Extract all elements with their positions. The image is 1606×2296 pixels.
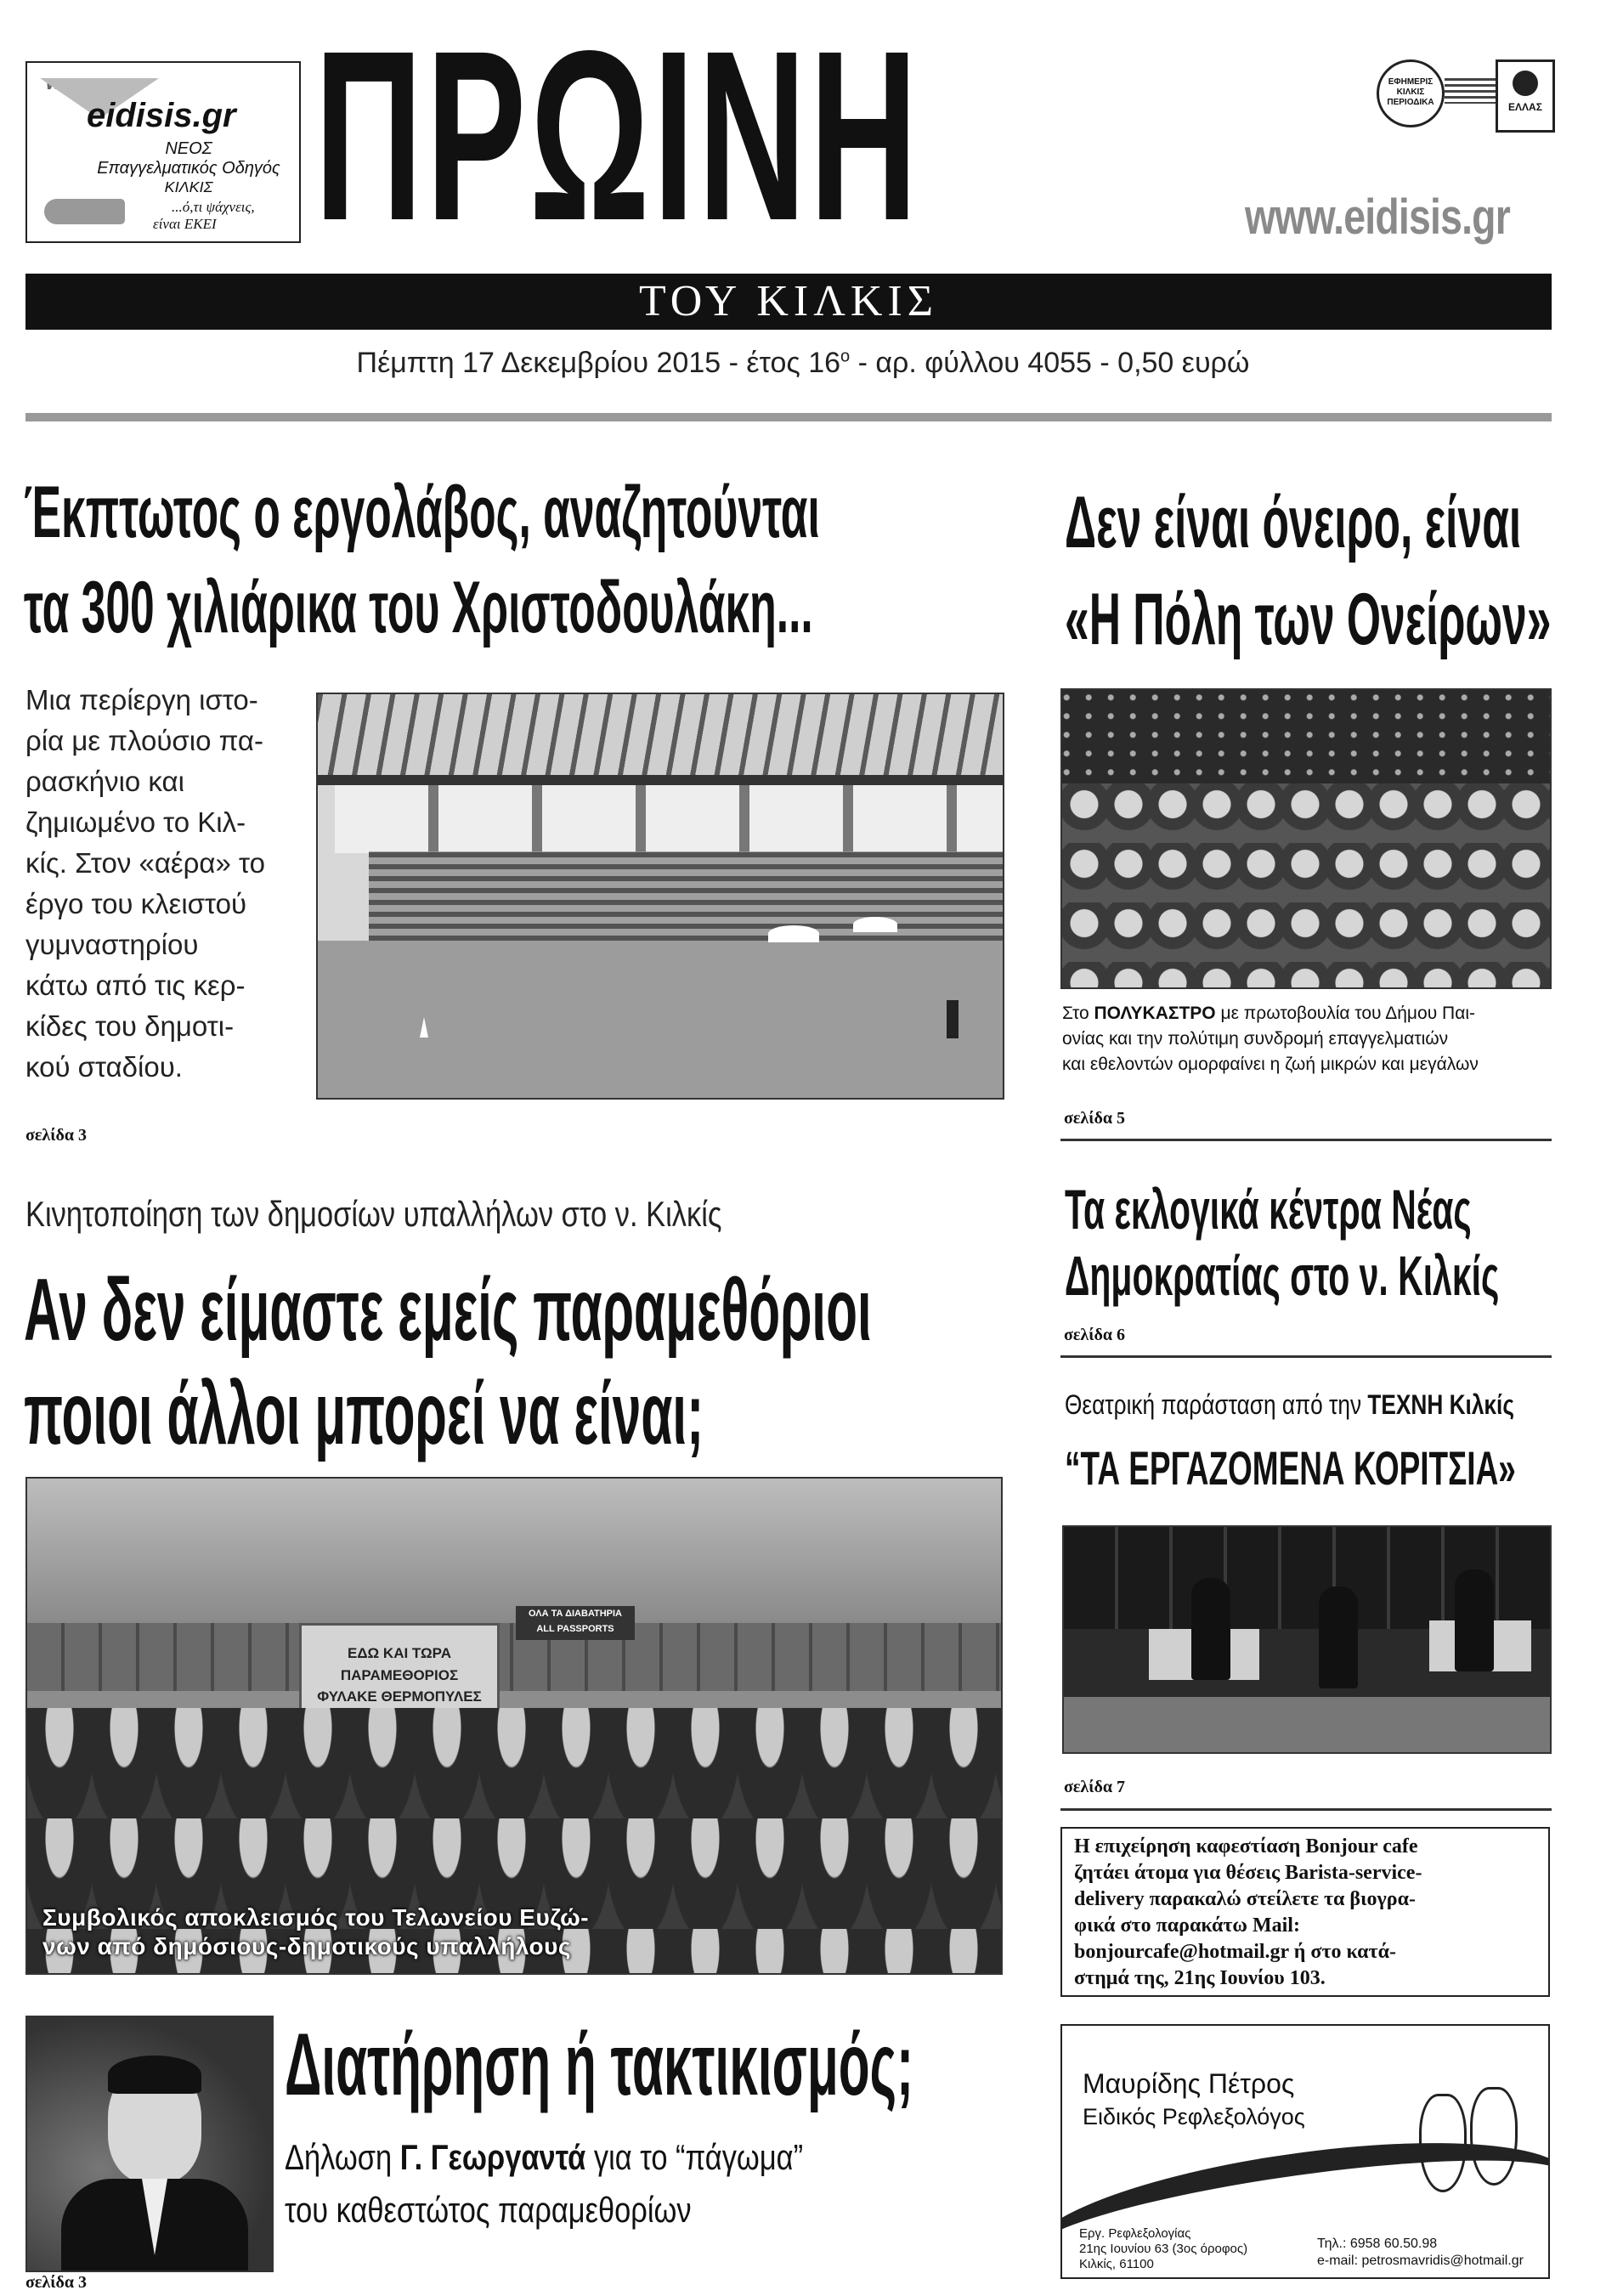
seal-text: ΕΦΗΜΕΡΙΣ ΚΙΛΚΙΣ ΠΕΡΙΟΔΙΚΑ xyxy=(1387,77,1434,107)
caption-place: ΠΟΛΥΚΑΣΤΡΟ xyxy=(1094,1004,1216,1023)
reflex-name: Μαυρίδης Πέτρος xyxy=(1083,2068,1295,2099)
ad-line2: Επαγγελματικός Οδηγός xyxy=(97,159,280,178)
masthead-divider xyxy=(25,413,1552,421)
dateline-suffix: - αρ. φύλλου 4055 - 0,50 ευρώ xyxy=(850,347,1250,379)
body-line: ρασκήνιο και xyxy=(25,766,184,797)
sign-passports-en: ALL PASSPORTS xyxy=(536,1624,614,1634)
reflex-addr2: 21ης Ιουνίου 63 (3ος όροφος) xyxy=(1079,2242,1248,2256)
headline-contractor-line2[interactable]: τα 300 χιλιάρικα του Χριστοδουλάκη... xyxy=(24,567,813,648)
headline-theatre[interactable]: “ΤΑ ΕΡΓΑΖΟΜΕΝΑ ΚΟΡΙΤΣΙΑ» xyxy=(1065,1441,1516,1495)
reflex-addr3: Κιλκίς, 61100 xyxy=(1079,2257,1154,2271)
reflex-email[interactable]: e-mail: petrosmavridis@hotmail.gr xyxy=(1317,2254,1524,2268)
headline-mobilization-line2[interactable]: ποιοι άλλοι μπορεί να είναι; xyxy=(24,1365,704,1463)
border-dek: Δήλωση Γ. Γεωργαντά για το “πάγωμα” του καθεστώτος παραμεθορίων xyxy=(285,2137,804,2230)
postal-stamp-icon xyxy=(1496,59,1555,133)
dek-person: Γ. Γεωργαντά xyxy=(399,2137,586,2177)
reflex-phone: Τηλ.: 6958 60.50.98 xyxy=(1317,2237,1438,2251)
body-line: κίς. Στον «αέρα» το xyxy=(25,847,265,879)
body-line: κάτω από τις κερ- xyxy=(25,970,246,1001)
theatre-group: ΤΕΧΝΗ Κιλκίς xyxy=(1367,1389,1514,1420)
body-line: ζημιωμένο το Κιλ- xyxy=(25,806,246,838)
ad-line1: ΝΕΟΣ xyxy=(165,139,212,158)
ad-tagline1: ...ό,τι ψάχνεις, xyxy=(172,199,255,215)
body-line: κού σταδίου. xyxy=(25,1051,183,1083)
cafe-email[interactable]: bonjourcafe@hotmail.gr ή στο κατά- xyxy=(1074,1941,1396,1963)
reflexology-ad xyxy=(1060,2024,1550,2279)
cafe-job-ad: Η επιχείρηση καφεστίαση Bonjour cafe ζητάει άτομα για θέσεις Barista-service- delivery παρακαλώ στείλετε τα βιογρα- φικά στο παρακάτω Mail: bonjourcafe@hotmail.gr ή στο κατά- στημά της, 21ης Ιουνίου 103. xyxy=(1060,1827,1550,1997)
reflex-addr1: Εργ. Ρεφλεξολογίας xyxy=(1079,2226,1191,2241)
protest-photo xyxy=(25,1477,1003,1975)
body-line: κίδες του δημοτι- xyxy=(25,1010,235,1042)
stamp-text: ΕΛΛΑΣ xyxy=(1508,101,1542,113)
dateline-prefix: Πέμπτη 17 Δεκεμβρίου 2015 - έτος 16 xyxy=(356,347,841,379)
page-ref-border[interactable]: σελίδα 3 xyxy=(25,2273,87,2292)
page-ref-theatre[interactable]: σελίδα 7 xyxy=(1064,1778,1125,1796)
newspaper-title: ΠΡΩΙΝΗ xyxy=(314,1,921,271)
website-url[interactable]: www.eidisis.gr xyxy=(1245,189,1510,245)
hand-pointer-icon xyxy=(44,199,125,224)
politician-photo xyxy=(25,2016,274,2272)
body-line: ρία με πλούσιο πα- xyxy=(25,725,264,756)
contractor-body xyxy=(25,680,306,1088)
ad-line3: ΚΙΛΚΙΣ xyxy=(164,178,213,195)
headline-border[interactable]: Διατήρηση ή τακτικισμός; xyxy=(285,2016,914,2114)
body-line: έργο του κλειστού xyxy=(25,888,247,919)
footprint-icon xyxy=(1470,2087,1518,2186)
dateline-sup: ο xyxy=(840,347,851,366)
headline-nd-line2[interactable]: Δημοκρατίας στο ν. Κιλκίς xyxy=(1065,1244,1500,1307)
headline-nd-line1[interactable]: Τα εκλογικά κέντρα Νέας xyxy=(1065,1178,1472,1241)
ad-www: www xyxy=(46,71,94,94)
theatre-photo xyxy=(1062,1525,1552,1754)
subtitle-text: ΤΟΥ ΚΙΛΚΙΣ xyxy=(638,277,939,325)
protest-caption: Συμβολικός αποκλεισμός του Τελωνείου Ευζώ- νων από δημόσιους-δημοτικούς υπαλλήλους xyxy=(42,1904,590,1960)
page-ref-dreams[interactable]: σελίδα 5 xyxy=(1064,1109,1125,1128)
ad-site: eidisis.gr xyxy=(87,97,236,134)
stadium-photo xyxy=(316,693,1004,1100)
subtitle-bar xyxy=(25,274,1552,330)
page-ref-contractor[interactable]: σελίδα 3 xyxy=(25,1126,87,1145)
theatre-kicker: Θεατρική παράσταση από την ΤΕΧΝΗ Κιλκίς xyxy=(1065,1389,1514,1420)
dreams-photo xyxy=(1060,688,1552,989)
postmark-lines-icon xyxy=(1445,75,1496,104)
mobilization-kicker: Κινητοποίηση των δημοσίων υπαλλήλων στο ν. Κιλκίς xyxy=(25,1194,722,1234)
divider-right-2 xyxy=(1060,1355,1552,1358)
divider-right-1 xyxy=(1060,1139,1552,1141)
postage-seal-icon xyxy=(1377,59,1445,127)
headline-mobilization-line1[interactable]: Αν δεν είμαστε εμείς παραμεθόριοι xyxy=(24,1261,872,1360)
sign-passports-gr: ΟΛΑ ΤΑ ΔΙΑΒΑΤΗΡΙΑ xyxy=(529,1609,622,1619)
masthead-ad xyxy=(25,61,301,243)
dateline xyxy=(0,347,1606,380)
body-line: γυμναστηρίου xyxy=(25,929,199,960)
protest-banner: ΕΔΩ ΚΑΙ ΤΩΡΑ ΠΑΡΑΜΕΘΟΡΙΟΣ ΦΥΛΑΚΕ ΘΕΡΜΟΠΥΛΕΣ xyxy=(317,1645,482,1705)
body-line: Μια περίεργη ιστο- xyxy=(25,684,258,715)
footprint-icon xyxy=(1419,2094,1467,2192)
reflex-title: Ειδικός Ρεφλεξολόγος xyxy=(1083,2104,1305,2129)
headline-contractor-line1[interactable]: Έκπτωτος ο εργολάβος, αναζητούνται xyxy=(24,472,820,553)
dreams-caption: Στο ΠΟΛΥΚΑΣΤΡΟ με πρωτοβουλία του Δήμου Παι- ονίας και την πολύτιμη συνδρομή επαγγελματιών και εθελοντών ομορφαίνει η ζωή μικρών και μεγάλων xyxy=(1062,1004,1479,1074)
ad-tagline2: είναι ΕΚΕΙ xyxy=(153,216,217,232)
divider-right-3 xyxy=(1060,1808,1552,1811)
headline-dreams-line1[interactable]: Δεν είναι όνειρο, είναι xyxy=(1065,482,1522,563)
headline-dreams-line2[interactable]: «Η Πόλη των Ονείρων» xyxy=(1065,579,1552,660)
page-ref-nd[interactable]: σελίδα 6 xyxy=(1064,1326,1125,1344)
